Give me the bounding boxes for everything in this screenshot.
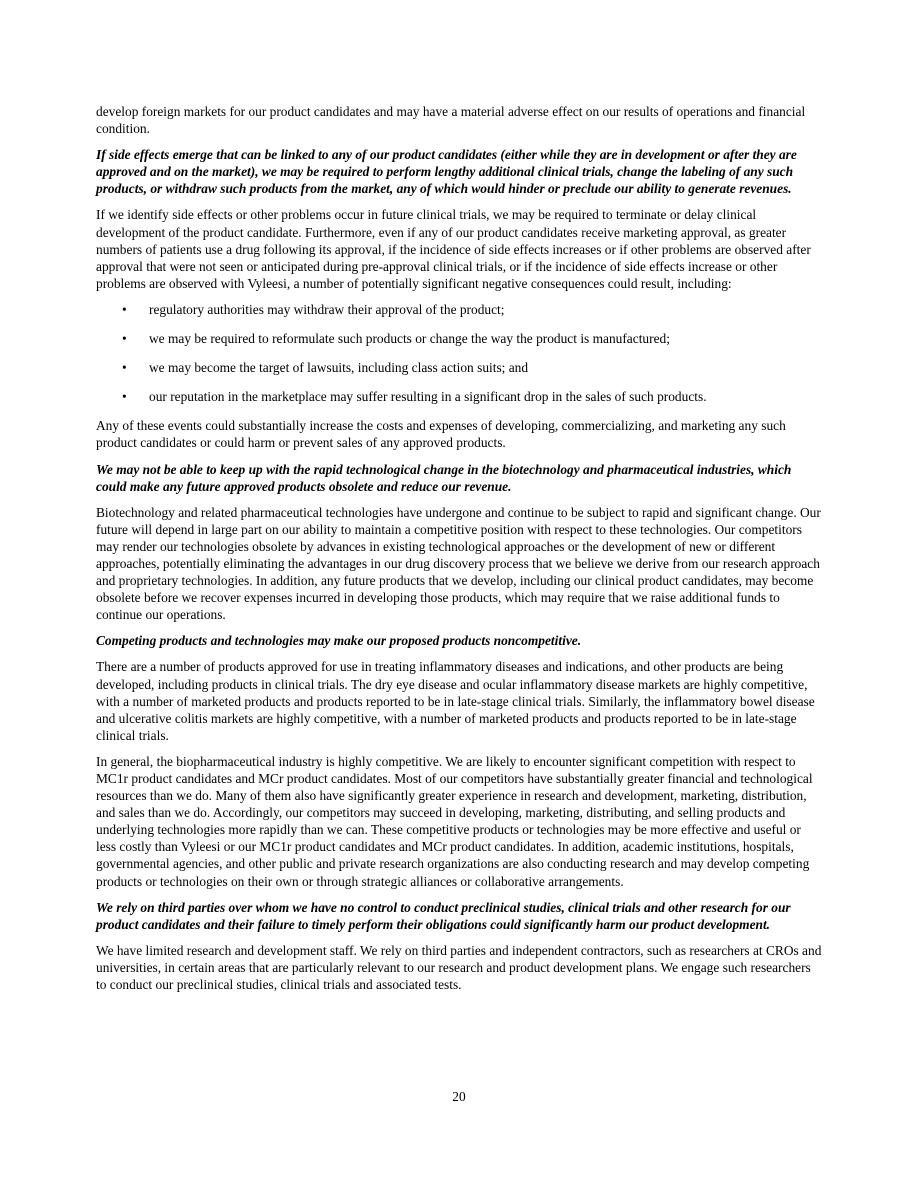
- bullet-icon: •: [122, 360, 127, 376]
- list-item: [96, 359, 822, 376]
- page-number: 20: [452, 1089, 466, 1104]
- consequences-list: [96, 301, 822, 405]
- bullet-icon: •: [122, 389, 127, 405]
- list-item: [96, 301, 822, 318]
- bullet-icon: •: [122, 301, 127, 317]
- list-item-text: regulatory authorities may withdraw their approval of the product;: [149, 301, 505, 317]
- risk-heading-competing-products: Competing products and technologies may make our proposed products noncompetitive.: [96, 633, 582, 649]
- list-item-text: we may become the target of lawsuits, including class action suits; and: [149, 360, 529, 376]
- paragraph-competing-products: There are a number of products approved for use in treating inflammatory diseases and indications, and other products are being developed, including products in clinical trials. The dry eye disease and ocular inflammatory disease markets are highly competitive, with a number of marketed products and products reported to be in late-stage clinical trials. Similarly, the inflammatory bowel disease and ulcerative colitis markets are highly competitive, with a number of marketed products and products reported to be in late-stage clinical trials.: [96, 659, 815, 743]
- paragraph-technological-change: Biotechnology and related pharmaceutical technologies have undergone and continue to be subject to rapid and significant change. Our future will depend in large part on our ability to maintain a competitive position with respect to these technologies. Our competitors may render our technologies obsolete by advances in existing technological approaches or the development of new or different approaches, potentially eliminating the advantages in our drug discovery process that we believe we derive from our research approach and proprietary technologies. In addition, any future products that we develop, including our clinical product candidates, may become obsolete before we recover expenses incurred in developing those products, which may require that we raise additional funds to continue our operations.: [96, 504, 821, 623]
- risk-heading-side-effects: If side effects emerge that can be linked to any of our product candidates (either while they are in development or after they are approved and on the market), we may be required to perform lengthy additional clinical trials, change the labeling of any such products, or withdraw such products from the market, any of which would hinder or preclude our ability to generate revenues.: [96, 147, 797, 197]
- bullet-icon: •: [122, 331, 127, 347]
- paragraph-third-parties: We have limited research and development staff. We rely on third parties and independent contractors, such as researchers at CROs and universities, in certain areas that are particularly relevant to our research and product development plans. We engage such researchers to conduct our preclinical studies, clinical trials and associated tests.: [96, 942, 822, 993]
- list-item-text: our reputation in the marketplace may suffer resulting in a significant drop in the sales of such products.: [149, 389, 707, 405]
- paragraph-events-impact: Any of these events could substantially increase the costs and expenses of developing, commercializing, and marketing any such product candidates or could harm or prevent sales of any approved products.: [96, 418, 786, 451]
- risk-heading-third-parties: We rely on third parties over whom we have no control to conduct preclinical studies, clinical trials and other research for our product candidates and their failure to timely perform their obligations could significantly harm our product development.: [96, 899, 791, 932]
- list-item: [96, 330, 822, 347]
- list-item-text: we may be required to reformulate such products or change the way the product is manufactured;: [149, 331, 670, 347]
- paragraph-side-effects: If we identify side effects or other problems occur in future clinical trials, we may be required to terminate or delay clinical development of the product candidate. Furthermore, even if any of our product candidates receive marketing approval, as greater numbers of patients use a drug following its approval, if the incidence of side effects increases or if other problems are observed after approval that were not seen or anticipated during pre-approval clinical trials, or if the incidence of side effects increase or other problems are observed with Vyleesi, a number of potentially significant negative consequences could result, including:: [96, 207, 811, 291]
- risk-heading-technological-change: We may not be able to keep up with the rapid technological change in the biotechnology and pharmaceutical industries, which could make any future approved products obsolete and reduce our revenue.: [96, 461, 792, 494]
- list-item: [96, 388, 822, 405]
- paragraph-continuation: develop foreign markets for our product candidates and may have a material adverse effect on our results of operations and financial condition.: [96, 104, 806, 137]
- paragraph-industry-competition: In general, the biopharmaceutical industry is highly competitive. We are likely to encounter significant competition with respect to MC1r product candidates and MCr product candidates. Most of our competitors have substantially greater financial and technological resources than we do. Many of them also have significantly greater experience in research and development, marketing, distribution, and sales than we do. Accordingly, our competitors may succeed in developing, marketing, distributing, and selling products and underlying technologies more rapidly than we can. These competitive products or technologies may be more effective and useful or less costly than Vyleesi or our MC1r product candidates and MCr product candidates. In addition, academic institutions, hospitals, governmental agencies, and other public and private research organizations are also conducting research and may develop competing products or technologies on their own or through strategic alliances or collaborative arrangements.: [96, 753, 813, 889]
- document-page: [96, 103, 822, 1002]
